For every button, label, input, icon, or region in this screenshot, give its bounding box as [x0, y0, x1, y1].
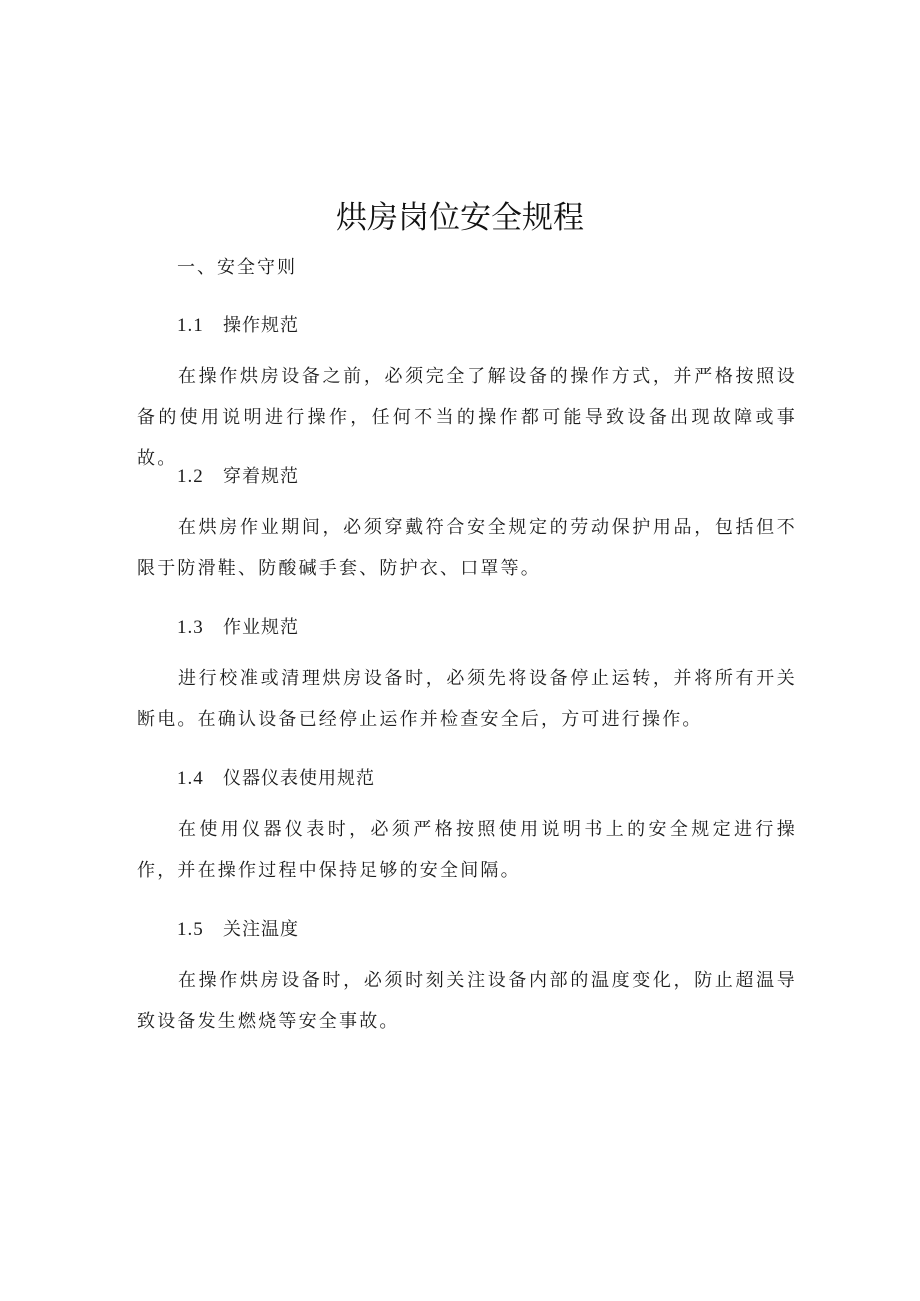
document-title: 烘房岗位安全规程 — [336, 200, 584, 236]
subsection-number: 1.5 — [177, 919, 204, 940]
subsection-number: 1.3 — [177, 617, 204, 638]
subsection-body-1-4: 在使用仪器仪表时，必须严格按照使用说明书上的安全规定进行操作，并在操作过程中保持足够的安全间隔。 — [137, 819, 797, 881]
subsection-heading-1-3 — [177, 615, 299, 641]
subsection-body-1-3: 进行校准或清理烘房设备时，必须先将设备停止运转，并将所有开关断电。在确认设备已经停止运作并检查安全后，方可进行操作。 — [137, 668, 797, 730]
subsection-number: 1.1 — [177, 315, 204, 336]
subsection-heading-1-4 — [177, 766, 375, 792]
section-heading: 一、安全守则 — [177, 257, 297, 278]
subsection-heading-1-5 — [177, 917, 299, 943]
subsection-title: 穿着规范 — [223, 466, 299, 487]
subsection-title: 作业规范 — [223, 617, 299, 638]
subsection-heading-1-1 — [177, 313, 299, 339]
subsection-body-1-5: 在操作烘房设备时，必须时刻关注设备内部的温度变化，防止超温导致设备发生燃烧等安全事故。 — [137, 970, 797, 1032]
subsection-body-1-1: 在操作烘房设备之前，必须完全了解设备的操作方式，并严格按照设备的使用说明进行操作，任何不当的操作都可能导致设备出现故障或事故。 — [137, 366, 797, 469]
subsection-title: 仪器仪表使用规范 — [223, 768, 375, 789]
subsection-heading-1-2 — [177, 464, 299, 490]
subsection-number: 1.4 — [177, 768, 204, 789]
subsection-title: 关注温度 — [223, 919, 299, 940]
subsection-number: 1.2 — [177, 466, 204, 487]
subsection-title: 操作规范 — [223, 315, 299, 336]
subsection-body-1-2: 在烘房作业期间，必须穿戴符合安全规定的劳动保护用品，包括但不限于防滑鞋、防酸碱手套、防护衣、口罩等。 — [137, 517, 797, 579]
